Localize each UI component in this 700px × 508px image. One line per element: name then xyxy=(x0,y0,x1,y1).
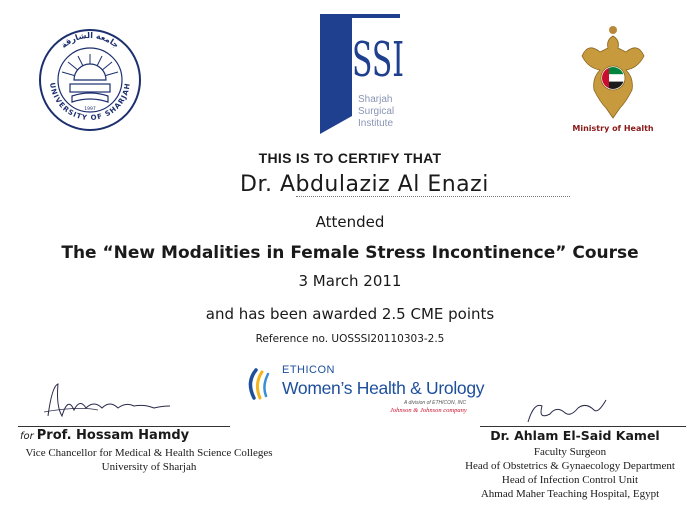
sponsor-brand: ETHICON xyxy=(282,364,335,376)
sponsor-parent-company: Johnson & Johnson company xyxy=(390,407,467,414)
name-dotted-line xyxy=(296,196,570,197)
course-title: The “New Modalities in Female Stress Incontinence” Course xyxy=(61,243,639,263)
ssi-letters: SSI xyxy=(352,32,404,88)
signatory-right-title-1: Faculty Surgeon xyxy=(533,446,607,458)
signatory-right-title-4: Ahmad Maher Teaching Hospital, Egypt xyxy=(480,488,660,500)
signatory-left-title-1: Vice Chancellor for Medical & Health Science Colleges xyxy=(25,447,273,459)
signature-left-line xyxy=(18,426,230,427)
ssi-line-3: Institute xyxy=(358,118,394,129)
university-of-sharjah-seal xyxy=(38,28,142,132)
award-text: and has been awarded 2.5 CME points xyxy=(205,305,495,323)
sponsor-division: A division of ETHICON, INC xyxy=(404,400,467,406)
svg-text:UNIVERSITY OF SHARJAH xyxy=(48,82,132,122)
seal-arabic-text: جامعة الشارقة xyxy=(59,30,121,50)
sponsor-name: Women’s Health & Urology xyxy=(282,378,485,398)
seal-year: 1997 xyxy=(84,107,96,112)
attended-label: Attended xyxy=(315,213,385,231)
signatory-left-name xyxy=(20,428,189,443)
reference-number: Reference no. UOSSSI20110303-2.5 xyxy=(255,333,445,345)
ssi-line-1: Sharjah xyxy=(358,94,393,105)
ssi-line-2: Surgical xyxy=(358,106,395,117)
signature-left xyxy=(38,376,178,428)
signatory-right-title-2: Head of Obstetrics & Gynaecology Department xyxy=(465,460,675,472)
signatory-left-name-text: Prof. Hossam Hamdy xyxy=(36,428,190,443)
certificate-heading: THIS IS TO CERTIFY THAT xyxy=(258,150,442,166)
signature-right xyxy=(520,392,610,430)
signatory-right-name: Dr. Ahlam El-Said Kamel xyxy=(490,428,660,443)
ethicon-logo-icon xyxy=(242,364,282,404)
ssi-logo xyxy=(312,6,408,142)
signatory-right-title-3: Head of Infection Control Unit xyxy=(501,474,639,486)
uae-eagle-emblem-icon xyxy=(578,22,648,122)
signatory-left-title-2: University of Sharjah xyxy=(101,461,197,473)
signature-right-line xyxy=(480,426,686,427)
seal-english-text: UNIVERSITY OF SHARJAH xyxy=(47,82,133,123)
recipient-name: Dr. Abdulaziz Al Enazi xyxy=(240,172,489,197)
ministry-label: Ministry of Health xyxy=(572,124,654,133)
signatory-left-prefix: for xyxy=(20,431,34,442)
course-date: 3 March 2011 xyxy=(298,272,402,290)
